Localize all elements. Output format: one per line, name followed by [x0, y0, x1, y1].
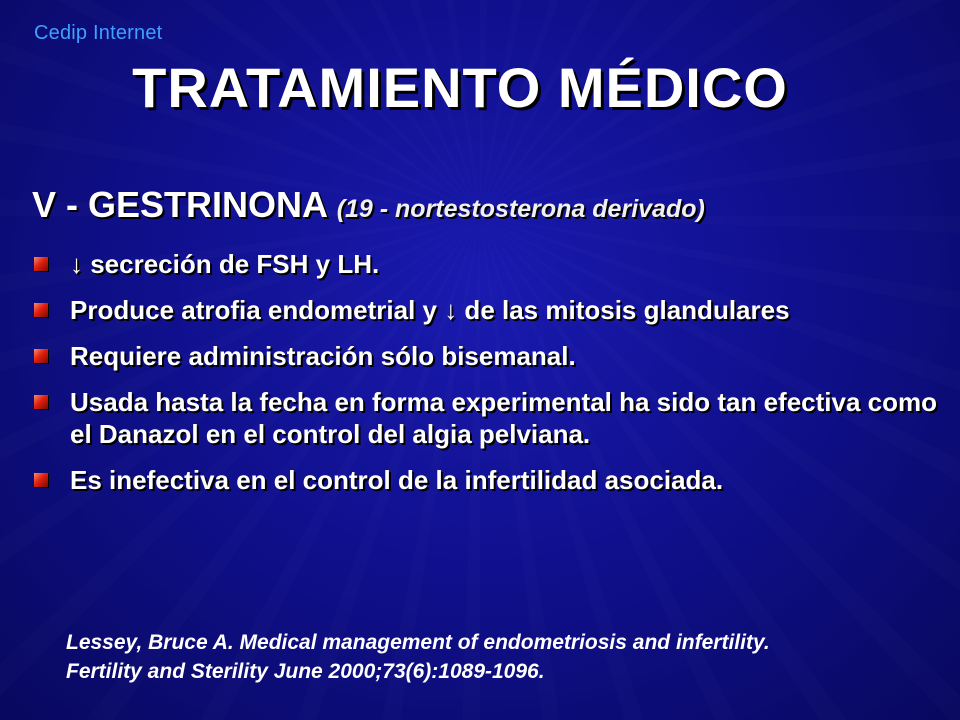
bullet-text: Usada hasta la fecha en forma experimental ha sido tan efectiva como el Danazol en el control del algia pelviana.: [70, 387, 937, 449]
bullet-marker-icon: [34, 303, 48, 317]
bullet-marker-icon: [34, 349, 48, 363]
bullet-marker-icon: [34, 473, 48, 487]
bullet-text: Requiere administración sólo bisemanal.: [70, 341, 576, 371]
bullet-marker-icon: [34, 257, 48, 271]
citation: [66, 628, 946, 686]
bullet-item: [34, 386, 944, 450]
bullet-item: [34, 340, 944, 372]
bullet-text: Produce atrofia endometrial y ↓ de las mitosis glandulares: [70, 295, 790, 325]
slide-title: TRATAMIENTO MÉDICO: [132, 56, 788, 119]
bullet-marker-icon: [34, 395, 48, 409]
citation-line-1: Lessey, Bruce A. Medical management of endometriosis and infertility.: [66, 631, 770, 654]
citation-line-2: Fertility and Sterility June 2000;73(6):1089-1096.: [66, 660, 545, 683]
section-heading-subtitle: (19 - nortestosterona derivado): [336, 195, 705, 223]
section-heading-main: V - GESTRINONA: [32, 184, 337, 225]
section-heading: [32, 184, 705, 226]
bullet-list: [34, 248, 944, 510]
bullet-item: [34, 248, 944, 280]
bullet-text: ↓ secreción de FSH y LH.: [70, 249, 380, 279]
watermark-text: Cedip Internet: [34, 22, 163, 44]
bullet-item: [34, 464, 944, 496]
bullet-item: [34, 294, 944, 326]
bullet-text: Es inefectiva en el control de la infertilidad asociada.: [70, 465, 724, 495]
